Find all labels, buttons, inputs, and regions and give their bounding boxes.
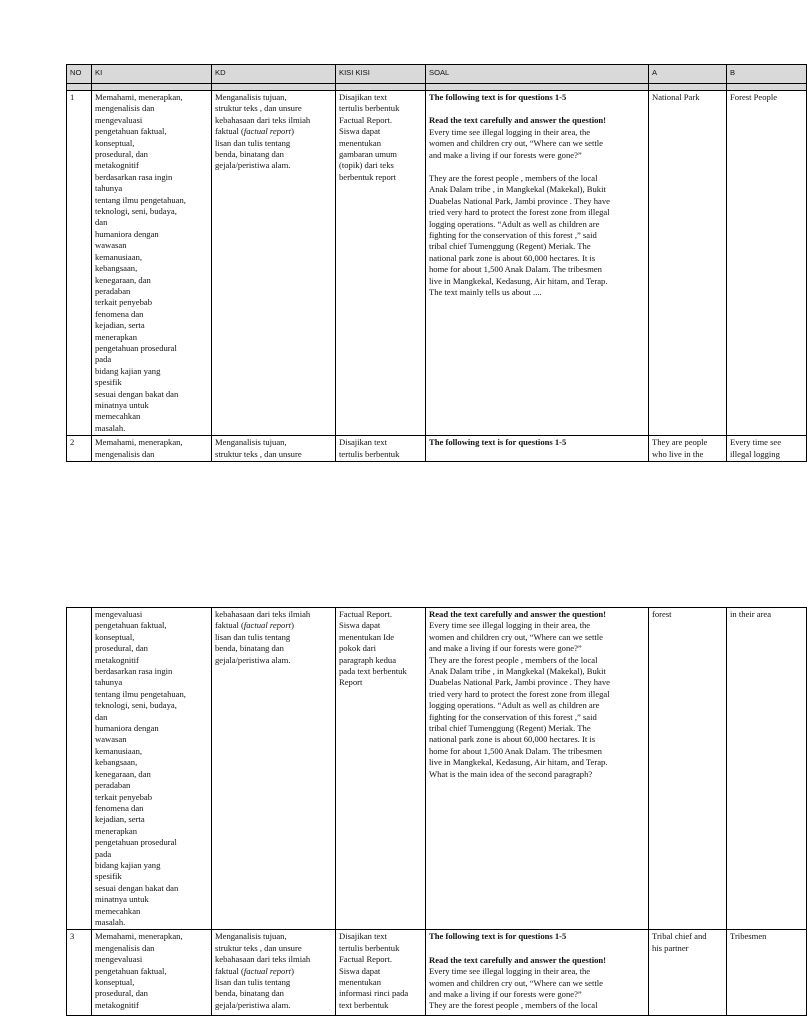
kisi-cell: Disajikan text tertulis berbentuk Factual Report. Siswa dapat menentukan gambaran umum (topik) dari teks berbentuk report [336,91,426,436]
kd-cell: Menganalisis tujuan, struktur teks , dan unsure kebahasaan dari teks ilmiah faktual (factual report) lisan dan tulis tentang benda, binatang dan gejala/peristiwa alam. [212,930,336,1016]
kd-cell: kebahasaan dari teks ilmiah faktual (factual report) lisan dan tulis tentang benda, binatang dan gejala/peristiwa alam. [212,608,336,930]
option-a-cell: forest [649,608,727,930]
table-row [67,930,807,1016]
option-a-cell: They are people who live in the [649,436,727,462]
header-kisi: KISI KISI [336,65,426,84]
table-block-1 [66,64,782,462]
soal-cell: The following text is for questions 1-5 Read the text carefully and answer the question! Every time see illegal logging in their area, the women and children cry out, “Where can we settle and make a living if our forests were gone?” They are the forest people , members of the local [426,930,649,1016]
table-row [67,608,807,930]
option-a-cell: National Park [649,91,727,436]
soal-cell: The following text is for questions 1-5 [426,436,649,462]
soal-cell: The following text is for questions 1-5 Read the text carefully and answer the question! Every time see illegal logging in their area, the women and children cry out, “Where can we settle and make a living if our forests were gone?” They are the forest people , members of the local Anak Dalam tribe , in Mangkekal (Makekal), Bukit Duabelas National Park, Jambi province . They have tried very hard to protect the forest zone from illegal logging operations. “Adult as well as children are fighting for the conservation of this forest ,” said tribal chief Tumenggung (Regent) Meriak. The national park zone is about 60,000 hectares. It is home for about 1,500 Anak Dalam. The tribesmen live in Mangkekal, Kedasung, Air hitam, and Terap. The text mainly tells us about .... [426,91,649,436]
option-b-cell: Tribesmen [727,930,807,1016]
question-grid-table-continued [66,607,807,1016]
header-no: NO [67,65,92,84]
table-block-2 [66,607,772,1016]
option-b-cell: Every time see illegal logging [727,436,807,462]
header-ki: KI [92,65,212,84]
header-a: A [649,65,727,84]
ki-cell: Memahami, menerapkan, mengenalisis dan mengevaluasi pengetahuan faktual, konseptual, prosedural, dan metakognitif [92,930,212,1016]
header-kd: KD [212,65,336,84]
row-number: 2 [67,436,92,462]
option-b-cell: in their area [727,608,807,930]
header-b: B [727,65,807,84]
kd-cell: Menganalisis tujuan, struktur teks , dan unsure kebahasaan dari teks ilmiah faktual (factual report) lisan dan tulis tentang benda, binatang dan gejala/peristiwa alam. [212,91,336,436]
question-grid-table [66,64,807,462]
option-a-cell: Tribal chief and his partner [649,930,727,1016]
ki-cell: mengevaluasi pengetahuan faktual, konseptual, prosedural, dan metakognitif berdasarkan rasa ingin tahunya tentang ilmu pengetahuan, teknologi, seni, budaya, dan humaniora dengan wawasan kemanusiaan, kebangsaan, kenegaraan, dan peradaban terkait penyebab fenomena dan kejadian, serta menerapkan pengetahuan prosedural pada bidang kajian yang spesifik sesuai dengan bakat dan minatnya untuk memecahkan masalah. [92,608,212,930]
row-number: 1 [67,91,92,436]
kd-cell: Menganalisis tujuan, struktur teks , dan unsure [212,436,336,462]
option-b-cell: Forest People [727,91,807,436]
spacer-row [67,84,807,91]
kisi-cell: Disajikan text tertulis berbentuk Factual Report. Siswa dapat menentukan informasi rinci pada text berbentuk [336,930,426,1016]
table-row [67,436,807,462]
kisi-cell: Disajikan text tertulis berbentuk [336,436,426,462]
ki-cell: Memahami, menerapkan, mengenalisis dan [92,436,212,462]
row-number: 3 [67,930,92,1016]
table-row [67,91,807,436]
kisi-cell: Factual Report. Siswa dapat menentukan Ide pokok dari paragraph kedua pada text berbentuk Report [336,608,426,930]
ki-cell: Memahami, menerapkan, mengenalisis dan mengevaluasi pengetahuan faktual, konseptual, prosedural, dan metakognitif berdasarkan rasa ingin tahunya tentang ilmu pengetahuan, teknologi, seni, budaya, dan humaniora dengan wawasan kemanusiaan, kebangsaan, kenegaraan, dan peradaban terkait penyebab fenomena dan kejadian, serta menerapkan pengetahuan prosedural pada bidang kajian yang spesifik sesuai dengan bakat dan minatnya untuk memecahkan masalah. [92,91,212,436]
soal-cell: Read the text carefully and answer the question! Every time see illegal logging in their area, the women and children cry out, “Where can we settle and make a living if our forests were gone?” They are the forest people , members of the local Anak Dalam tribe , in Mangkekal (Makekal), Bukit Duabelas National Park, Jambi province . They have tried very hard to protect the forest zone from illegal logging operations. “Adult as well as children are fighting for the conservation of this forest ,” said tribal chief Tumenggung (Regent) Meriak. The national park zone is about 60,000 hectares. It is home for about 1,500 Anak Dalam. The tribesmen live in Mangkekal, Kedasung, Air hitam, and Terap. What is the main idea of the second paragraph? [426,608,649,930]
header-row [67,65,807,84]
header-soal: SOAL [426,65,649,84]
